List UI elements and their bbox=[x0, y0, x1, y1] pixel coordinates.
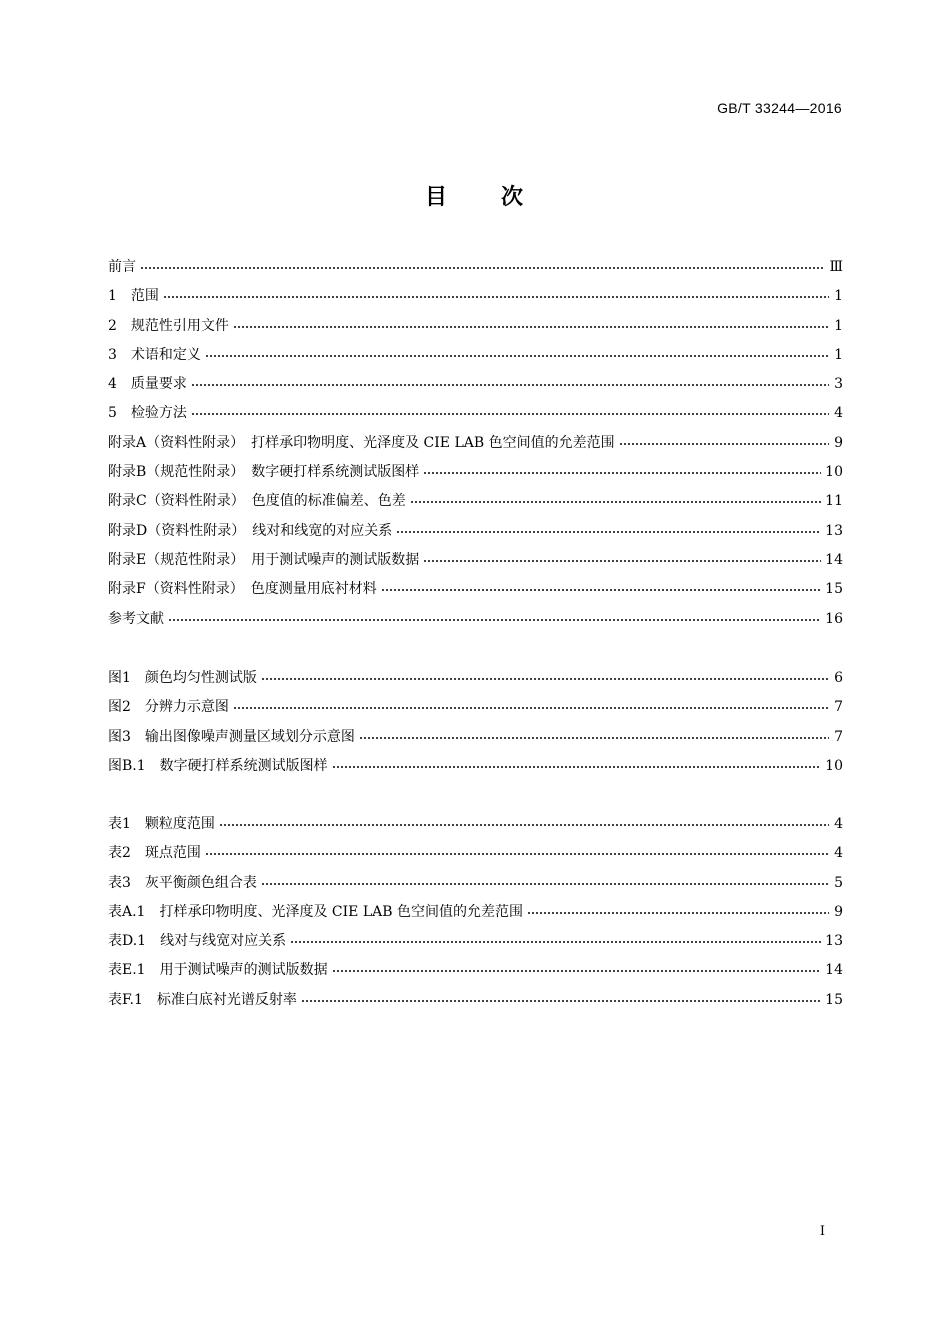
toc-entry-page: 14 bbox=[825, 962, 843, 979]
page-number: I bbox=[819, 1224, 825, 1239]
toc-entry-page: 15 bbox=[825, 991, 843, 1008]
toc-dot-leader bbox=[191, 403, 829, 417]
toc-entry-label: 表E.1 用于测试噪声的测试版数据 bbox=[108, 962, 328, 979]
toc-entry-label: 附录C（资料性附录） 色度值的标准偏差、色差 bbox=[108, 493, 406, 510]
toc-dot-leader bbox=[381, 579, 821, 593]
toc-entry-page: 13 bbox=[825, 933, 843, 950]
toc-entry-label: 1 范围 bbox=[108, 288, 159, 305]
toc-entry[interactable] bbox=[108, 344, 843, 373]
toc-entry[interactable] bbox=[108, 520, 843, 549]
toc-entry-label: 附录B（规范性附录） 数字硬打样系统测试版图样 bbox=[108, 464, 420, 481]
standard-number: GB/T 33244—2016 bbox=[717, 100, 842, 116]
toc-entry[interactable] bbox=[108, 813, 843, 842]
toc-entry-page: 9 bbox=[834, 434, 843, 451]
toc-entry-page: 15 bbox=[825, 581, 843, 598]
toc-entry-label: 2 规范性引用文件 bbox=[108, 317, 229, 334]
toc-entry-page: 7 bbox=[834, 699, 843, 716]
toc-entry[interactable] bbox=[108, 578, 843, 607]
toc-dot-leader bbox=[140, 257, 825, 271]
toc-dot-leader bbox=[233, 697, 829, 711]
toc-entry-label: 4 质量要求 bbox=[108, 376, 187, 393]
toc-dot-leader bbox=[301, 990, 821, 1004]
toc-entry-page: 4 bbox=[834, 405, 843, 422]
toc-entry-label: 附录E（规范性附录） 用于测试噪声的测试版数据 bbox=[108, 551, 420, 568]
toc-entry-label: 图B.1 数字硬打样系统测试版图样 bbox=[108, 757, 328, 774]
toc-entry[interactable] bbox=[108, 285, 843, 314]
toc-main-section bbox=[108, 256, 843, 637]
toc-entry-label: 表F.1 标准白底衬光谱反射率 bbox=[108, 991, 297, 1008]
toc-dot-leader bbox=[191, 374, 829, 388]
toc-dot-leader bbox=[233, 316, 829, 330]
page-title bbox=[0, 180, 950, 211]
toc-entry-page: 13 bbox=[825, 522, 843, 539]
toc-entry-page: 1 bbox=[834, 317, 843, 334]
toc-entry-label: 图1 颜色均匀性测试版 bbox=[108, 670, 257, 686]
toc-entry-label: 图2 分辨力示意图 bbox=[108, 699, 229, 716]
toc-entry-label: 附录D（资料性附录） 线对和线宽的对应关系 bbox=[108, 522, 393, 539]
toc-dot-leader bbox=[219, 814, 829, 828]
toc-dot-leader bbox=[423, 550, 821, 564]
toc-entry-page: 14 bbox=[825, 551, 843, 568]
toc-entry-label: 表A.1 打样承印物明度、光泽度及 CIE LAB 色空间值的允差范围 bbox=[108, 903, 523, 920]
toc-dot-leader bbox=[423, 462, 821, 476]
toc-entry-label: 附录F（资料性附录） 色度测量用底衬材料 bbox=[108, 581, 377, 598]
toc-entry[interactable] bbox=[108, 608, 843, 637]
toc-entry-page: 1 bbox=[834, 346, 843, 363]
toc-entry[interactable] bbox=[108, 256, 843, 285]
toc-entry-page: Ⅲ bbox=[829, 259, 843, 275]
toc-dot-leader bbox=[205, 345, 829, 359]
toc-entry-label: 3 术语和定义 bbox=[108, 346, 201, 363]
toc-entry-page: 3 bbox=[834, 376, 843, 393]
toc-entry[interactable] bbox=[108, 755, 843, 784]
toc-dot-leader bbox=[290, 931, 821, 945]
toc-entry-page: 9 bbox=[834, 903, 843, 920]
title-part-2: 次 bbox=[501, 184, 526, 210]
toc-entry-label: 表3 灰平衡颜色组合表 bbox=[108, 874, 257, 891]
toc-entry[interactable] bbox=[108, 959, 843, 988]
toc-entry-page: 1 bbox=[834, 288, 843, 305]
toc-entry-label: 5 检验方法 bbox=[108, 405, 187, 422]
toc-entry-label: 参考文献 bbox=[108, 610, 164, 627]
toc-dot-leader bbox=[261, 668, 829, 682]
toc-dot-leader bbox=[332, 960, 822, 974]
toc-entry[interactable] bbox=[108, 872, 843, 901]
toc-entry-page: 7 bbox=[834, 728, 843, 745]
toc-dot-leader bbox=[527, 902, 829, 916]
toc-entry[interactable] bbox=[108, 842, 843, 871]
title-part-1: 目 bbox=[424, 184, 449, 210]
toc-dot-leader bbox=[163, 286, 829, 300]
toc-entry[interactable] bbox=[108, 373, 843, 402]
toc-entry-label: 表2 斑点范围 bbox=[108, 845, 201, 862]
toc-entry-page: 11 bbox=[825, 493, 843, 510]
toc-dot-leader bbox=[205, 843, 829, 857]
toc-entry-page: 16 bbox=[825, 610, 843, 627]
toc-entry[interactable] bbox=[108, 726, 843, 755]
toc-tables-section bbox=[108, 813, 843, 1018]
toc-dot-leader bbox=[168, 609, 821, 623]
toc-entry[interactable] bbox=[108, 667, 843, 696]
toc-entry[interactable] bbox=[108, 549, 843, 578]
toc-dot-leader bbox=[332, 756, 822, 770]
toc-entry[interactable] bbox=[108, 901, 843, 930]
toc-entry-label: 表1 颗粒度范围 bbox=[108, 816, 215, 832]
toc-dot-leader bbox=[410, 491, 821, 505]
toc-entry-page: 10 bbox=[825, 464, 843, 481]
toc-dot-leader bbox=[396, 521, 821, 535]
toc-entry[interactable] bbox=[108, 402, 843, 431]
toc-entry[interactable] bbox=[108, 461, 843, 490]
toc-entry[interactable] bbox=[108, 696, 843, 725]
toc-entry[interactable] bbox=[108, 989, 843, 1018]
toc-entry-page: 4 bbox=[834, 816, 843, 832]
toc-entry-page: 10 bbox=[825, 757, 843, 774]
toc-dot-leader bbox=[619, 433, 829, 447]
toc-entry[interactable] bbox=[108, 930, 843, 959]
toc-entry[interactable] bbox=[108, 315, 843, 344]
toc-dot-leader bbox=[261, 873, 829, 887]
toc-entry-page: 4 bbox=[834, 845, 843, 862]
toc-entry-page: 6 bbox=[834, 670, 843, 686]
toc-entry-page: 5 bbox=[834, 874, 843, 891]
toc-entry-label: 表D.1 线对与线宽对应关系 bbox=[108, 933, 287, 950]
toc-entry[interactable] bbox=[108, 432, 843, 461]
toc-entry-label: 附录A（资料性附录） 打样承印物明度、光泽度及 CIE LAB 色空间值的允差范围 bbox=[108, 434, 615, 451]
toc-entry[interactable] bbox=[108, 490, 843, 519]
toc-entry-label: 图3 输出图像噪声测量区域划分示意图 bbox=[108, 728, 355, 745]
toc-entry-label: 前言 bbox=[108, 259, 136, 275]
toc-figures-section bbox=[108, 667, 843, 784]
toc-dot-leader bbox=[359, 727, 829, 741]
